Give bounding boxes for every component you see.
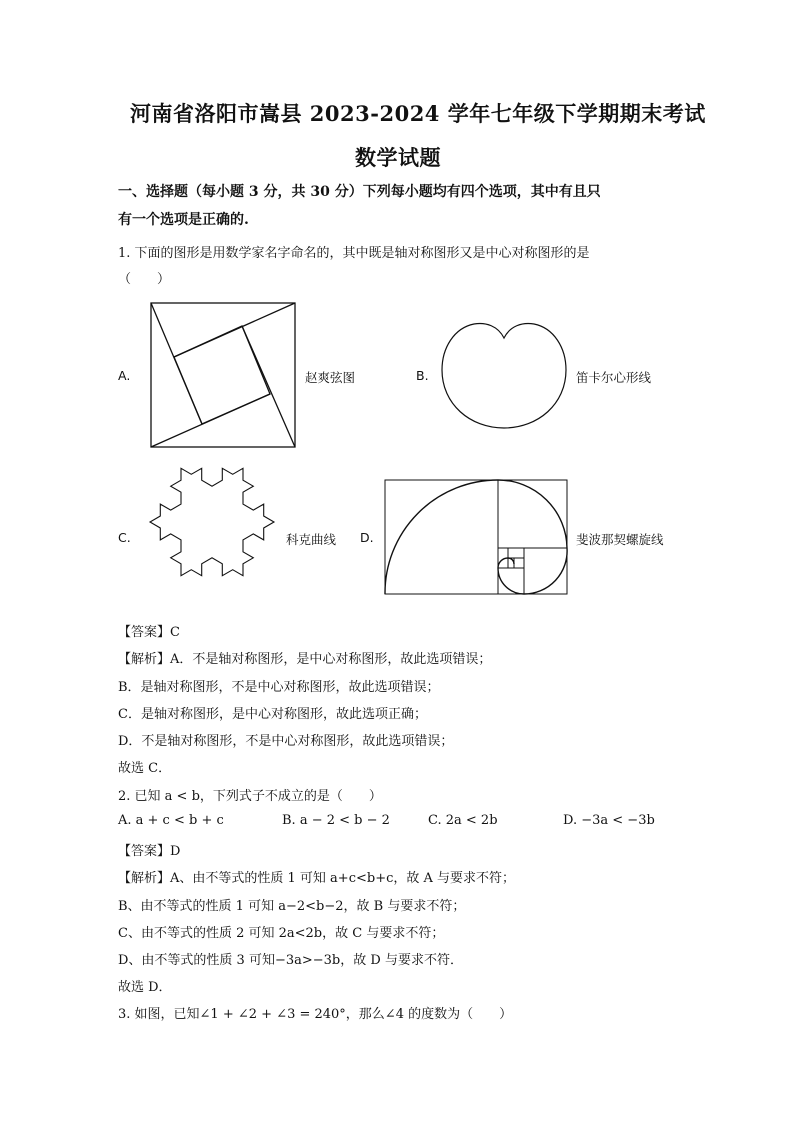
q1-answer: 【答案】C (118, 625, 180, 640)
q2-analysis-line-4: D、由不等式的性质 3 可知−3a>−3b，故 D 与要求不符． (118, 953, 463, 968)
q2-option-b: B. a − 2 < b − 2 (282, 813, 390, 828)
cardioid-curve (440, 320, 568, 432)
q2-option-c: C. 2a < 2b (428, 813, 498, 828)
q1-stem-line-2: （ ） (118, 272, 171, 287)
q1-option-a-letter: A. (118, 368, 131, 383)
q1-option-c-name: 科克曲线 (286, 532, 337, 547)
q1-analysis-line-5: 故选 C． (118, 761, 172, 776)
q1-option-b-name: 笛卡尔心形线 (576, 370, 652, 385)
q2-stem: 2. 已知 a < b，下列式子不成立的是（ ） (118, 789, 382, 804)
q1-option-c-letter: C. (118, 530, 131, 545)
koch-snowflake (142, 436, 282, 608)
q2-analysis-line-1: 【解析】A、由不等式的性质 1 可知 a+c<b+c，故 A 与要求不符； (118, 871, 516, 886)
q2-analysis-line-3: C、由不等式的性质 2 可知 2a<2b，故 C 与要求不符； (118, 926, 445, 941)
q1-option-a-name: 赵爽弦图 (305, 370, 356, 385)
q2-option-d: D. −3a < −3b (563, 813, 655, 828)
q2-option-a: A. a + c < b + c (118, 813, 224, 828)
q1-analysis-line-4: D．不是轴对称图形，不是中心对称图形，故此选项错误； (118, 734, 454, 749)
title-line-1: 河南省洛阳市嵩县 2023-2024 学年七年级下学期期末考试 (130, 101, 706, 126)
section-heading-line-2: 有一个选项是正确的. (118, 212, 249, 228)
q2-answer: 【答案】D (118, 844, 181, 859)
zhao-shuang-diagram (150, 302, 298, 450)
q2-analysis-line-2: B、由不等式的性质 1 可知 a−2<b−2，故 B 与要求不符； (118, 899, 466, 914)
q3-stem: 3. 如图，已知∠1 + ∠2 + ∠3 = 240°，那么∠4 的度数为（ ） (118, 1007, 513, 1022)
q1-stem-line-1: 1. 下面的图形是用数学家名字命名的，其中既是轴对称图形又是中心对称图形的是 (118, 246, 590, 261)
q1-option-d-name: 斐波那契螺旋线 (576, 532, 664, 547)
section-heading-line-1: 一、选择题（每小题 3 分，共 30 分）下列每小题均有四个选项，其中有且只 (118, 184, 601, 200)
fibonacci-spiral (383, 478, 569, 596)
q1-option-b-letter: B. (416, 368, 429, 383)
q1-option-d-letter: D. (360, 530, 374, 545)
q1-analysis-line-3: C．是轴对称图形，是中心对称图形，故此选项正确； (118, 707, 427, 722)
title-line-2: 数学试题 (355, 145, 441, 170)
q2-analysis-line-5: 故选 D． (118, 980, 172, 995)
q1-analysis-line-1: 【解析】A．不是轴对称图形，是中心对称图形，故此选项错误； (118, 652, 492, 667)
q1-analysis-line-2: B．是轴对称图形，不是中心对称图形，故此选项错误； (118, 680, 440, 695)
